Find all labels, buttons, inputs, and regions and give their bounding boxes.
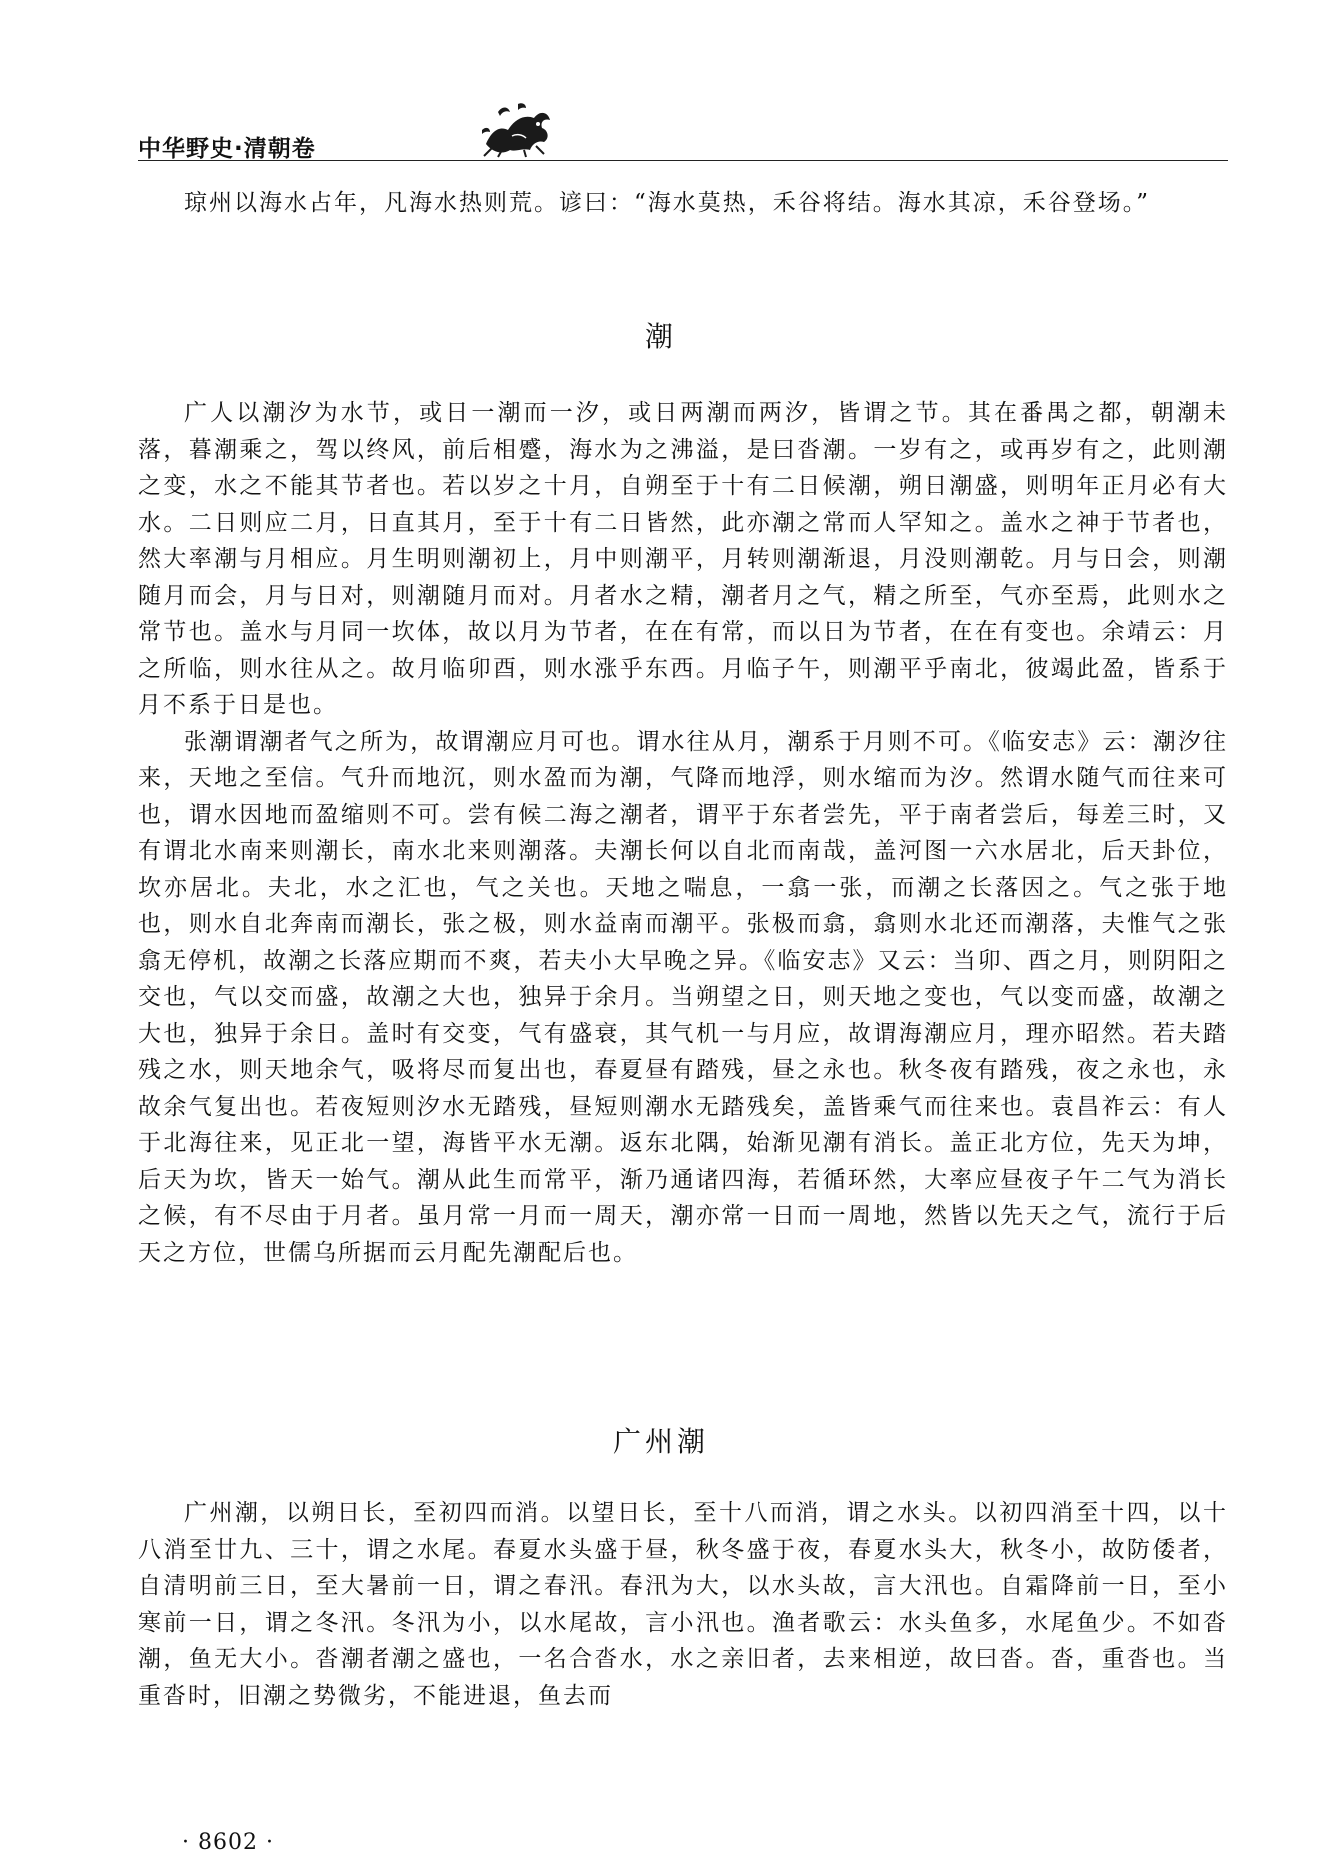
section-title-chao: 潮 [644, 320, 677, 353]
paragraph: 琼州以海水占年，凡海水热则荒。谚曰：“海水莫热，禾谷将结。海水其凉，禾谷登场。” [184, 190, 1151, 216]
intro-text-block [138, 185, 1228, 222]
paragraph: 广人以潮汐为水节，或日一潮而一汐，或日两潮而两汐，皆谓之节。其在番禺之都，朝潮未落，暮潮乘之，驾以终风，前后相蹙，海水为之沸溢，是曰沓潮。一岁有之，或再岁有之，此则潮之变，水之不能其节者也。若以岁之十月，自朔至于十有二日候潮，朔日潮盛，则明年正月必有大水。二日则应二月，日直其月，至于十有二日皆然，此亦潮之常而人罕知之。盖水之神于节者也，然大率潮与月相应。月生明则潮初上，月中则潮平，月转则潮渐退，月没则潮乾。月与日会，则潮随月而会，月与日对，则潮随月而对。月者水之精，潮者月之气，精之所至，气亦至焉，此则水之常节也。盖水与月同一坎体，故以月为节者，在在有常，而以日为节者，在在有变也。余靖云：月之所临，则水往从之。故月临卯酉，则水涨乎东西。月临子午，则潮平乎南北，彼竭此盈，皆系于月不系于日是也。 [138, 400, 1228, 718]
running-header-title: 中华野史·清朝卷 [138, 136, 316, 162]
section-guangzhou-chao-text [138, 1495, 1228, 1714]
running-header [138, 100, 568, 160]
section-title-guangzhou-chao: 广州潮 [612, 1425, 709, 1458]
dragon-emblem-icon [478, 100, 556, 158]
paragraph: 张潮谓潮者气之所为，故谓潮应月可也。谓水往从月，潮系于月则不可。《临安志》云：潮汐往来，天地之至信。气升而地沉，则水盈而为潮，气降而地浮，则水缩而为汐。然谓水随气而往来可也，谓水因地而盈缩则不可。尝有候二海之潮者，谓平于东者尝先，平于南者尝后，每差三时，又有谓北水南来则潮长，南水北来则潮落。夫潮长何以自北而南哉，盖河图一六水居北，后天卦位，坎亦居北。夫北，水之汇也，气之关也。天地之喘息，一翕一张，而潮之长落因之。气之张于地也，则水自北奔南而潮长，张之极，则水益南而潮平。张极而翕，翕则水北还而潮落，夫惟气之张翕无停机，故潮之长落应期而不爽，若夫小大早晚之异。《临安志》又云：当卯、酉之月，则阴阳之交也，气以交而盛，故潮之大也，独异于余月。当朔望之日，则天地之变也，气以变而盛，故潮之大也，独异于余日。盖时有交变，气有盛衰，其气机一与月应，故谓海潮应月，理亦昭然。若夫踏残之水，则天地余气，吸将尽而复出也，春夏昼有踏残，昼之永也。秋冬夜有踏残，夜之永也，永故余气复出也。若夜短则汐水无踏残，昼短则潮水无踏残矣，盖皆乘气而往来也。袁昌祚云：有人于北海往来，见正北一望，海皆平水无潮。返东北隅，始渐见潮有消长。盖正北方位，先天为坤，后天为坎，皆天一始气。潮从此生而常平，渐乃通诸四海，若循环然，大率应昼夜子午二气为消长之候，有不尽由于月者。虽月常一月而一周天，潮亦常一日而一周地，然皆以先天之气，流行于后天之方位，世儒乌所据而云月配先潮配后也。 [138, 728, 1228, 1266]
paragraph: 广州潮，以朔日长，至初四而消。以望日长，至十八而消，谓之水头。以初四消至十四，以十八消至廿九、三十，谓之水尾。春夏水头盛于昼，秋冬盛于夜，春夏水头大，秋冬小，故防倭者，自清明前三日，至大暑前一日，谓之春汛。春汛为大，以水头故，言大汛也。自霜降前一日，至小寒前一日，谓之冬汛。冬汛为小，以水尾故，言小汛也。渔者歌云：水头鱼多，水尾鱼少。不如沓潮，鱼无大小。沓潮者潮之盛也，一名合沓水，水之亲旧者，去来相逆，故曰沓。沓，重沓也。当重沓时，旧潮之势微劣，不能进退，鱼去而 [138, 1500, 1228, 1709]
page-number: · 8602 · [182, 1830, 274, 1855]
header-divider [138, 160, 1228, 161]
section-chao-text [138, 395, 1228, 1271]
